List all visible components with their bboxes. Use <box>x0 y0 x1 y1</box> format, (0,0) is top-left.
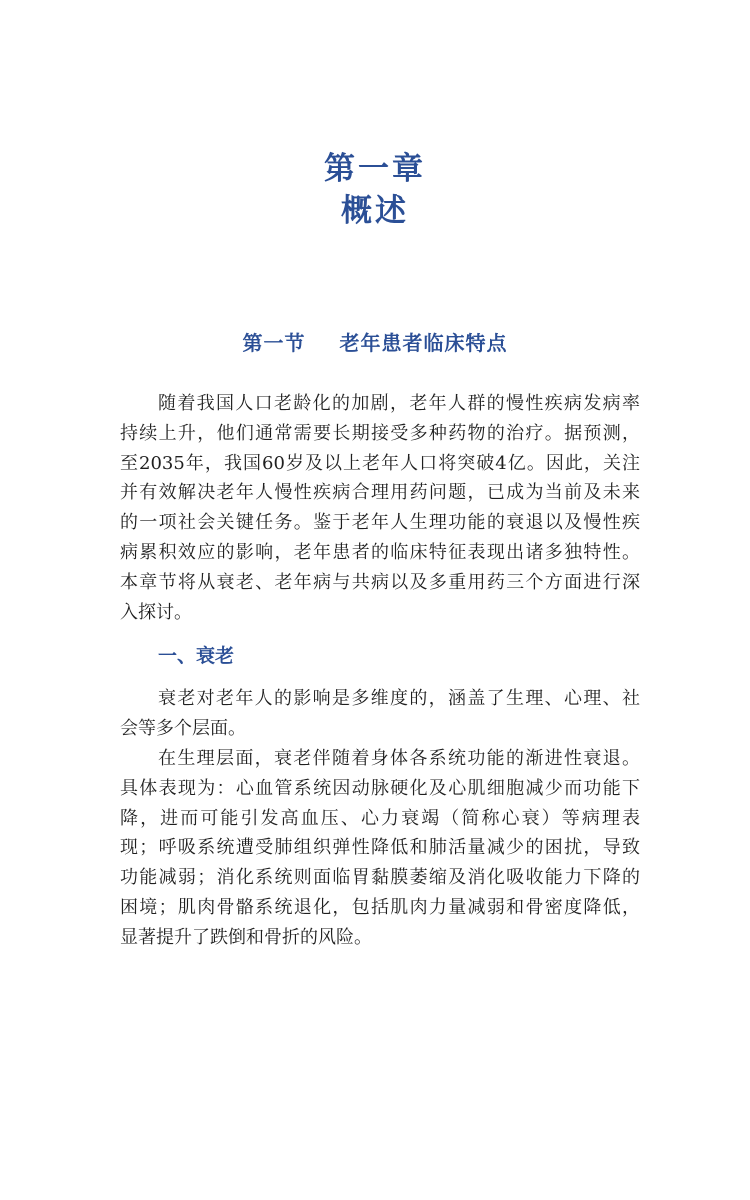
intro-paragraph <box>120 389 640 627</box>
subheading-aging: 一、衰老 <box>158 645 235 667</box>
text-line: 至2035年，我国60岁及以上老年人口将突破4亿。因此，关注 <box>120 452 640 474</box>
text-line: 入探讨。 <box>120 601 192 623</box>
chapter-number: 第一章 <box>324 151 426 187</box>
text-line: 病累积效应的影响，老年患者的临床特征表现出诸多独特性。 <box>120 541 640 563</box>
aging-paragraph-1 <box>120 684 640 744</box>
text-line: 在生理层面，衰老伴随着身体各系统功能的渐进性衰退。 <box>158 748 640 769</box>
text-line: 持续上升，他们通常需要长期接受多种药物的治疗。据预测， <box>120 422 640 444</box>
text-line: 困境；肌肉骨骼系统退化，包括肌肉力量减弱和骨密度降低， <box>120 896 640 918</box>
section-heading <box>0 327 750 356</box>
text-line: 随着我国人口老龄化的加剧，老年人群的慢性疾病发病率 <box>158 393 640 414</box>
chapter-title: 概述 <box>341 193 409 229</box>
text-line: 会等多个层面。 <box>120 717 246 739</box>
text-line: 的一项社会关键任务。鉴于老年人生理功能的衰退以及慢性疾 <box>120 512 640 534</box>
text-line: 具体表现为：心血管系统因动脉硬化及心肌细胞减少而功能下 <box>120 777 640 799</box>
text-line: 衰老对老年人的影响是多维度的，涵盖了生理、心理、社 <box>158 688 640 709</box>
section-title: 老年患者临床特点 <box>339 331 508 355</box>
section-number: 第一节 <box>242 331 306 355</box>
text-line: 降，进而可能引发高血压、心力衰竭（简称心衰）等病理表 <box>120 807 640 829</box>
text-line: 并有效解决老年人慢性疾病合理用药问题，已成为当前及未来 <box>120 482 640 504</box>
text-line: 现；呼吸系统遭受肺组织弹性降低和肺活量减少的困扰，导致 <box>120 837 640 859</box>
text-line: 功能减弱；消化系统则面临胃黏膜萎缩及消化吸收能力下降的 <box>120 867 640 889</box>
text-line: 显著提升了跌倒和骨折的风险。 <box>120 926 372 948</box>
aging-paragraph-2 <box>120 744 640 953</box>
text-line: 本章节将从衰老、老年病与共病以及多重用药三个方面进行深 <box>120 571 640 593</box>
